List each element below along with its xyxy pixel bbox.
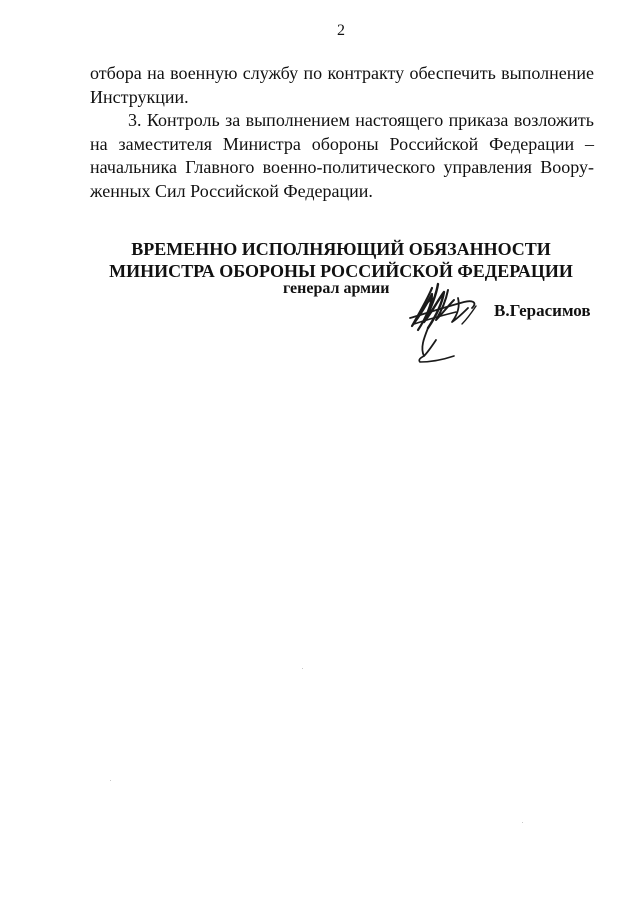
signatory-title-line-2: МИНИСТРА ОБОРОНЫ РОССИЙСКОЙ ФЕДЕРАЦИИ xyxy=(109,261,573,281)
page-number: 2 xyxy=(337,22,345,39)
text-line: Инструкции. xyxy=(90,86,189,107)
handwritten-signature xyxy=(402,278,494,366)
text-line: на заместителя Министра обороны Российской Федерации – xyxy=(90,133,594,154)
text-line: начальника Главного военно-политического управления Воору- xyxy=(90,157,594,177)
scan-speck xyxy=(110,780,111,781)
text-line: отбора на военную службу по контракту обеспечить выполнение xyxy=(90,63,594,83)
signatory-name: В.Герасимов xyxy=(494,301,591,320)
text-line: 3. Контроль за выполнением настоящего приказа возложить xyxy=(128,110,594,130)
document-body xyxy=(90,62,594,203)
signatory-rank: генерал армии xyxy=(283,280,390,297)
paragraph-continuation xyxy=(90,62,594,109)
text-line: женных Сил Российской Федерации. xyxy=(90,180,373,201)
scan-speck xyxy=(522,822,523,823)
signatory-title-line-1: ВРЕМЕННО ИСПОЛНЯЮЩИЙ ОБЯЗАННОСТИ xyxy=(131,239,551,259)
signatory-title xyxy=(0,238,640,282)
paragraph-3 xyxy=(90,109,594,203)
scan-speck xyxy=(302,668,303,669)
